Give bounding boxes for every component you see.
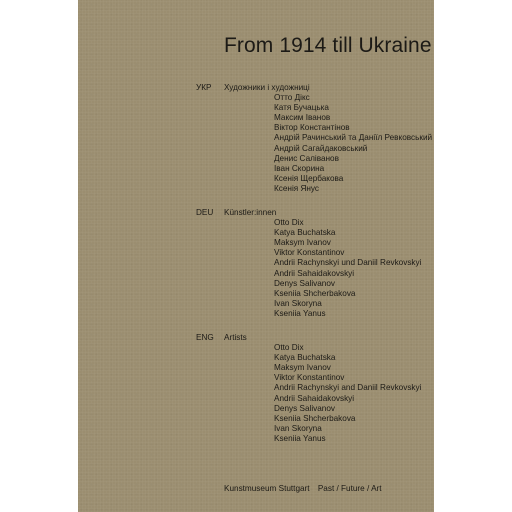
artist-name: Andrii Rachynskyi und Daniil Revkovskyi: [274, 258, 422, 268]
artist-name: Катя Бучацька: [274, 103, 329, 113]
artist-name: Ivan Skoryna: [274, 423, 322, 433]
artist-name: Maksym Ivanov: [274, 238, 331, 248]
artist-name: Andrii Rachynskyi and Daniil Revkovskyi: [274, 383, 422, 393]
language-code: ENG: [196, 333, 214, 342]
artist-name: Denys Salivanov: [274, 403, 335, 413]
footer: [224, 484, 388, 493]
museum-name: Kunstmuseum Stuttgart: [224, 484, 310, 493]
artist-list: [274, 93, 432, 194]
artist-name: Andrii Sahaidakovskyi: [274, 268, 355, 278]
artist-name: Андрій Сагайдаковський: [274, 143, 368, 153]
section-heading: Artists: [224, 333, 247, 342]
artist-name: Kseniia Shcherbakova: [274, 413, 356, 423]
artist-name: Andrii Sahaidakovskyi: [274, 393, 355, 403]
cover-title: From 1914 till Ukraine: [224, 34, 432, 57]
artist-name: Віктор Константінов: [274, 123, 350, 133]
artist-name: Ксенія Щербакова: [274, 173, 344, 183]
artist-name: Іван Скорина: [274, 163, 325, 173]
artist-list: [274, 218, 421, 319]
artist-name: Ivan Skoryna: [274, 298, 322, 308]
artist-name: Ксенія Янус: [274, 183, 319, 193]
artist-name: Kseniia Shcherbakova: [274, 288, 356, 298]
section-heading: Künstler:innen: [224, 208, 277, 217]
artist-name: Viktor Konstantinov: [274, 248, 345, 258]
artist-name: Katya Buchatska: [274, 353, 336, 363]
section-heading: Художники і художниці: [224, 83, 310, 92]
artist-name: Maksym Ivanov: [274, 363, 331, 373]
artist-name: Otto Dix: [274, 343, 304, 353]
book-cover: [78, 0, 434, 512]
series-name: Past / Future / Art: [317, 484, 382, 493]
language-code: УКР: [196, 83, 212, 92]
artist-name: Отто Дікс: [274, 93, 310, 103]
artist-name: Kseniia Yanus: [274, 433, 326, 443]
artist-name: Katya Buchatska: [274, 228, 336, 238]
artist-name: Denys Salivanov: [274, 278, 335, 288]
artist-name: Максим Іванов: [274, 113, 331, 123]
artist-name: Viktor Konstantinov: [274, 373, 345, 383]
artist-name: Денис Саліванов: [274, 153, 339, 163]
artist-list: [274, 343, 421, 444]
artist-name: Kseniia Yanus: [274, 308, 326, 318]
artist-name: Otto Dix: [274, 218, 304, 228]
artist-name: Андрій Рачинський та Даніїл Ревковський: [274, 133, 433, 143]
language-code: DEU: [196, 208, 214, 217]
